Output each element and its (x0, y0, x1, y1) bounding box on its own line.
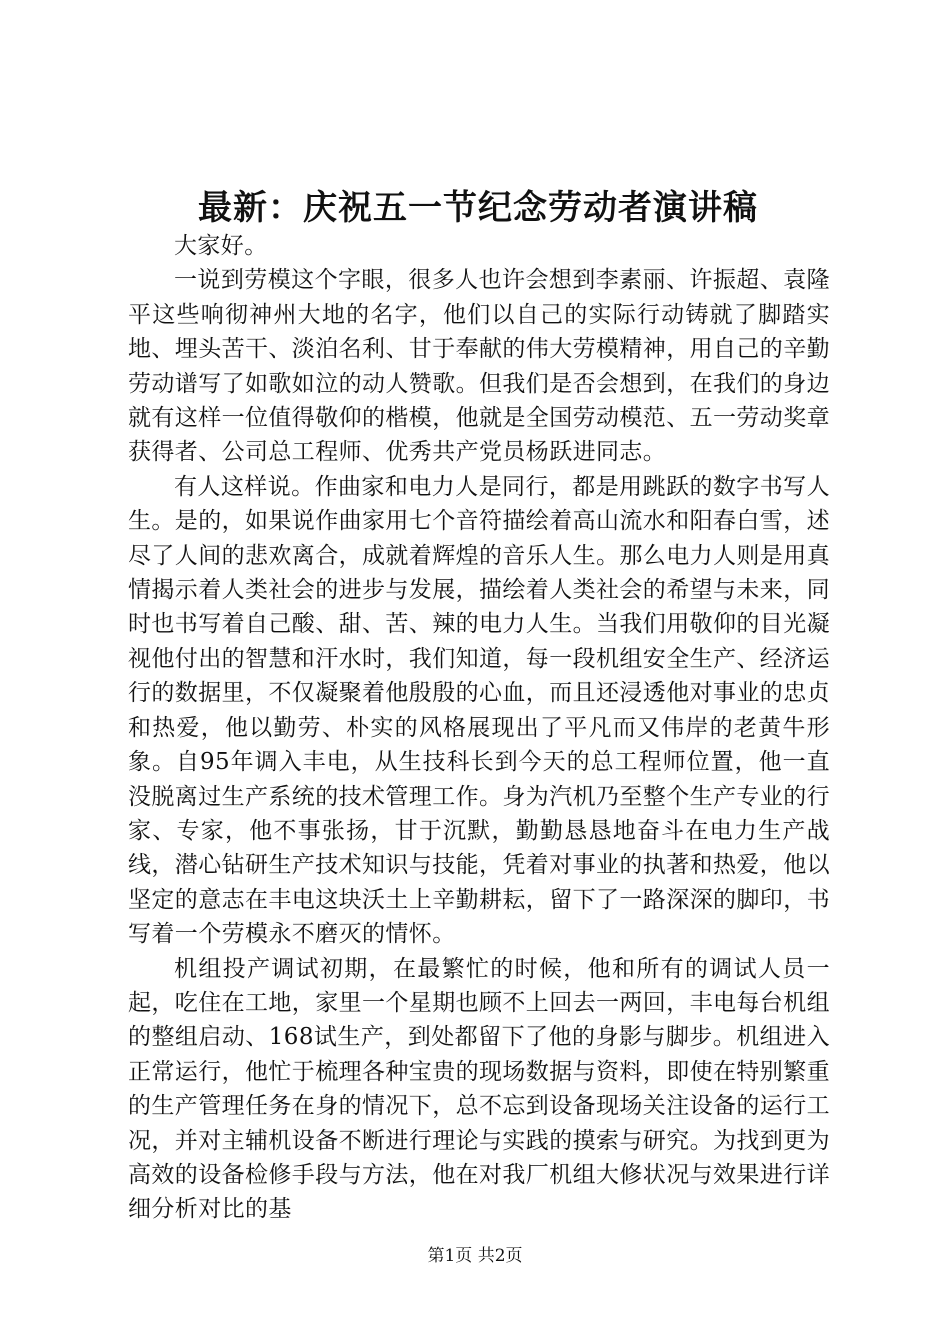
document-body (128, 229, 830, 1227)
paragraph: 机组投产调试初期，在最繁忙的时候，他和所有的调试人员一起，吃住在工地，家里一个星期也顾不上回去一两回，丰电每台机组的整组启动、168试生产，到处都留下了他的身影与脚步。机组进入正常运行，他忙于梳理各种宝贵的现场数据与资料，即使在特别繁重的生产管理任务在身的情况下，总不忘到设备现场关注设备的运行工况，并对主辅机设备不断进行理论与实践的摸索与研究。为找到更为高效的设备检修手段与方法，他在对我厂机组大修状况与效果进行详细分析对比的基 (128, 955, 830, 1223)
page-number-footer: 第1页 共2页 (427, 1246, 523, 1266)
paragraph: 有人这样说。作曲家和电力人是同行，都是用跳跃的数字书写人生。是的，如果说作曲家用七个音符描绘着高山流水和阳春白雪，述尽了人间的悲欢离合，成就着辉煌的音乐人生。那么电力人则是用真情揭示着人类社会的进步与发展，描绘着人类社会的希望与未来，同时也书写着自己酸、甜、苦、辣的电力人生。当我们用敬仰的目光凝视他付出的智慧和汗水时，我们知道，每一段机组安全生产、经济运行的数据里，不仅凝聚着他殷殷的心血，而且还浸透他对事业的忠贞和热爱，他以勤劳、朴实的风格展现出了平凡而又伟岸的老黄牛形象。自95年调入丰电，从生技科长到今天的总工程师位置，他一直没脱离过生产系统的技术管理工作。身为汽机乃至整个生产专业的行家、专家，他不事张扬，甘于沉默，勤勤恳恳地奋斗在电力生产战线，潜心钻研生产技术知识与技能，凭着对事业的执著和热爱，他以坚定的意志在丰电这块沃土上辛勤耕耘，留下了一路深深的脚印，书写着一个劳模永不磨灭的情怀。 (128, 473, 830, 948)
paragraph: 一说到劳模这个字眼，很多人也许会想到李素丽、许振超、袁隆平这些响彻神州大地的名字，他们以自己的实际行动铸就了脚踏实地、埋头苦干、淡泊名利、甘于奉献的伟大劳模精神，用自己的辛勤劳动谱写了如歌如泣的动人赞歌。但我们是否会想到，在我们的身边就有这样一位值得敬仰的楷模，他就是全国劳动模范、五一劳动奖章获得者、公司总工程师、优秀共产党员杨跃进同志。 (128, 267, 830, 466)
paragraph-greeting: 大家好。 (174, 233, 268, 259)
page-title: 最新：庆祝五一节纪念劳动者演讲稿 (198, 188, 758, 228)
